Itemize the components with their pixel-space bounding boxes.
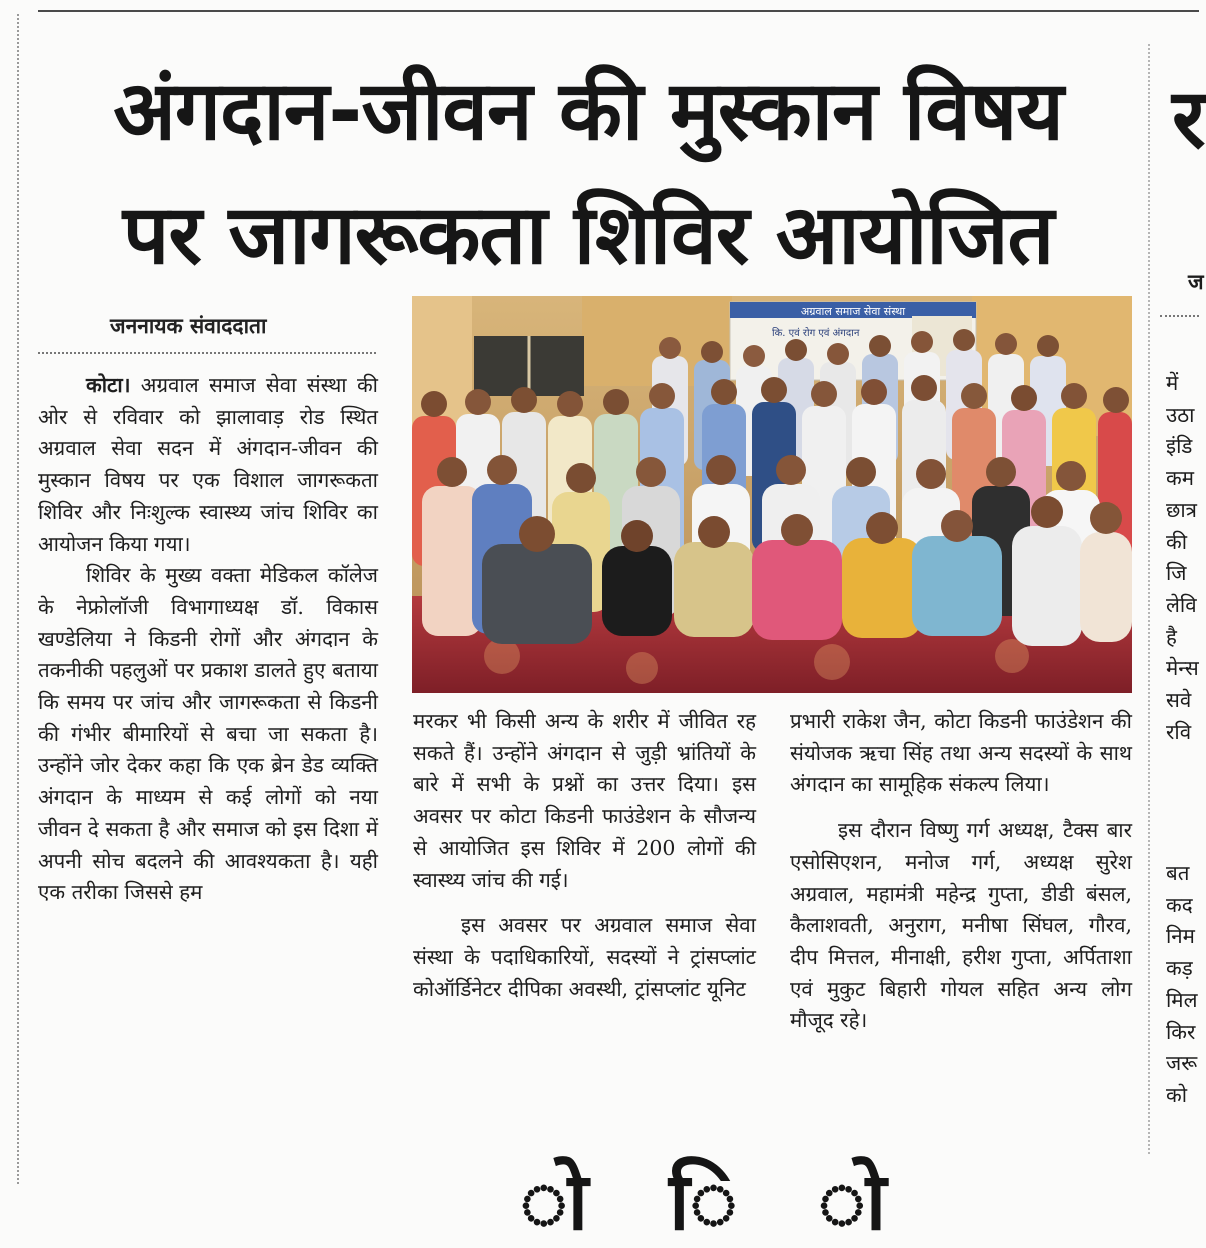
byline: जननायक संवाददाता	[110, 314, 267, 338]
neighbor-headline-fragment: र	[1172, 72, 1206, 167]
banner-title: अग्रवाल समाज सेवा संस्था	[800, 305, 906, 318]
group-photo-image	[412, 296, 1132, 693]
neighbor-line: सवे	[1166, 688, 1192, 713]
right-column-separator	[1148, 44, 1150, 1154]
neighbor-line: उठा	[1166, 402, 1195, 427]
paragraph: इस अवसर पर अग्रवाल समाज सेवा संस्था के पदाधिकारियों, सदस्यों ने ट्रांसप्लांट कोऑर्डिनेटर दीपिका अवस्थी, ट्रांसप्लांट यूनिट	[413, 913, 756, 1001]
neighbor-line: कड़	[1166, 956, 1193, 981]
byline-rule	[38, 352, 376, 354]
paragraph: शिविर के मुख्य वक्ता मेडिकल कॉलेज के नेफ्रोलॉजी विभागाध्यक्ष डॉ. विकास खण्डेलिया ने किडनी रोगों और अंगदान के तकनीकी पहलुओं पर प्रकाश डालते हुए बताया कि समय पर जांच और जागरूकता से किडनी की गंभीर बीमारियों से बचा जा सकता है। उन्होंने जोर देकर कहा कि एक ब्रेन डेड व्यक्ति अंगदान के माध्यम से कई लोगों को नया जीवन दे सकता है और समाज को इस दिशा में अपनी सोच बदलने की आवश्यकता है। यही एक तरीका जिससे हम	[38, 563, 378, 905]
neighbor-line: में	[1166, 371, 1179, 395]
neighbor-line: किर	[1166, 1019, 1196, 1044]
neighbor-line: बत	[1166, 861, 1190, 885]
neighbor-column-fragment-b	[1166, 858, 1206, 1112]
neighbor-byline-rule	[1160, 315, 1199, 317]
neighbor-line: रवि	[1166, 719, 1192, 744]
neighbor-line: को	[1166, 1082, 1188, 1107]
headline-line-1: अंगदान-जीवन की मुस्कान विषय	[113, 64, 1063, 159]
neighbor-line: है	[1166, 624, 1177, 649]
paragraph: मरकर भी किसी अन्य के शरीर में जीवित रह सकते हैं। उन्होंने अंगदान से जुड़ी भ्रांतियों के बारे में सभी के प्रश्नों का उत्तर दिया। इस अवसर पर कोटा किडनी फाउंडेशन के सौजन्य से आयोजित इस शिविर में 200 लोगों की स्वास्थ्य जांच की गई।	[413, 709, 756, 892]
neighbor-column-fragment-a	[1166, 368, 1206, 748]
neighbor-line: जरू	[1166, 1051, 1198, 1076]
top-rule	[38, 10, 1199, 12]
article-column-3	[790, 706, 1132, 1037]
dateline: कोटा।	[86, 373, 131, 397]
neighbor-line: लेवि	[1166, 592, 1197, 617]
lead-text: अग्रवाल समाज सेवा संस्था की ओर से रविवार को झालावाड़ रोड स्थित अग्रवाल सेवा सदन में अंगदान-जीवन की मुस्कान विषय पर एक विशाल जागरूकता शिविर और निःशुल्क स्वास्थ्य जांच शिविर का आयोजन किया गया।	[38, 373, 378, 556]
paragraph: इस दौरान विष्णु गर्ग अध्यक्ष, टैक्स बार एसोसिएशन, मनोज गर्ग, अध्यक्ष सुरेश अग्रवाल, महामंत्री महेन्द्र गुप्ता, डीडी बंसल, कैलाशवती, अनुराग, मनीषा सिंघल, गौरव, दीप मित्तल, मीनाक्षी, हरीश गुप्ता, अर्पिताशा एवं मुकुट बिहारी गोयल सहित अन्य लोग मौजूद रहे।	[790, 818, 1132, 1033]
article-column-2	[413, 706, 756, 1005]
neighbor-byline-fragment: ज	[1188, 270, 1204, 294]
neighbor-line: कद	[1166, 892, 1193, 917]
neighbor-line: निम	[1166, 924, 1195, 949]
neighbor-line: जि	[1166, 561, 1187, 586]
left-column-separator	[17, 14, 19, 1184]
banner-subtitle: कि. एवं रोग एवं अंगदान	[772, 328, 860, 339]
headline-line-2: पर जागरूकता शिविर आयोजित	[122, 188, 1054, 283]
neighbor-line: कम	[1166, 466, 1195, 491]
neighbor-line: मेन्स	[1166, 656, 1199, 681]
paragraph-lead	[38, 370, 378, 560]
article-column-1	[38, 370, 378, 909]
neighbor-line: मिल	[1166, 987, 1198, 1012]
paragraph: प्रभारी राकेश जैन, कोटा किडनी फाउंडेशन की संयोजक ऋचा सिंह तथा अन्य सदस्यों के साथ अंगदान का सामूहिक संकल्प लिया।	[790, 709, 1132, 797]
next-headline-fragment: ो ि ो	[520, 1155, 947, 1248]
neighbor-line: की	[1166, 529, 1188, 554]
neighbor-line: छात्र	[1166, 497, 1197, 522]
event-group-photo	[412, 296, 1132, 693]
neighbor-line: इंडि	[1166, 434, 1193, 459]
